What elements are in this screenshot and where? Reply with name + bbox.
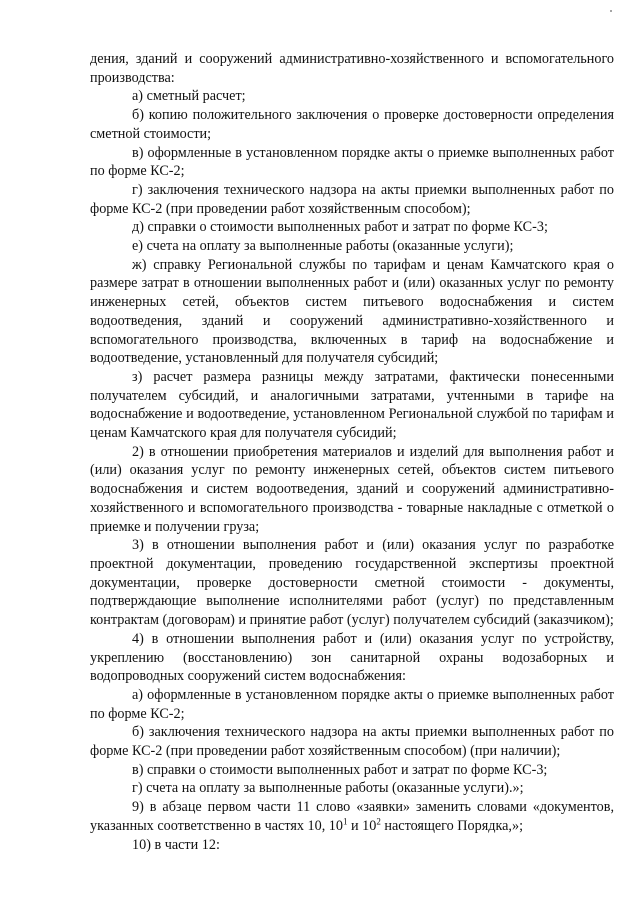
paragraph: 4) в отношении выполнения работ и (или) оказания услуг по устройству, укреплению (восстановлению) зон санитарной охраны водозаборных и водопроводных сооружений систем водоснабжения:	[90, 630, 614, 685]
superscript: 2	[376, 816, 381, 827]
amendment-text-before: 9) в абзаце первом части 11 слово «заявки» заменить словами «документов, указанных соответственно в частях 10, 10	[90, 799, 614, 834]
list-item: г) счета на оплату за выполненные работы (оказанные услуги).»;	[132, 780, 524, 797]
amendment-text-after: настоящего Порядка,»;	[380, 817, 524, 834]
scan-speck	[610, 10, 612, 12]
amendment-text-middle: и 10	[347, 817, 377, 834]
list-item: в) оформленные в установленном порядке акты о приемке выполненных работ по форме КС-2;	[90, 144, 614, 180]
list-item: г) заключения технического надзора на акты приемки выполненных работ по форме КС-2 (при проведении работ хозяйственным способом);	[90, 181, 614, 217]
list-item: в) справки о стоимости выполненных работ и затрат по форме КС-3;	[132, 761, 548, 778]
list-item: а) сметный расчет;	[132, 88, 246, 105]
list-item: е) счета на оплату за выполненные работы (оказанные услуги);	[132, 238, 514, 255]
paragraph: 3) в отношении выполнения работ и (или) оказания услуг по разработке проектной документации, проведению государственной экспертизы проектной документации, проверке достоверности сметной стоимости - документы, подтверждающие выполнение исполнителями работ (услуг) по представленным контрактам (договорам) и принятие работ (услуг) получателем субсидий (заказчиком);	[90, 537, 614, 629]
document-body	[90, 50, 614, 854]
list-item: а) оформленные в установленном порядке акты о приемке выполненных работ по форме КС-2;	[90, 686, 614, 722]
list-item: ж) справку Региональной службы по тарифам и ценам Камчатского края о размере затрат в отношении выполненных работ и (или) оказанных услуг по ремонту инженерных сетей, объектов систем питьевого водоснабжения и систем водоотведения, зданий и сооружений административно-хозяйственного и вспомогательного производства, включенных в тариф на водоснабжение и водоотведение, установленный для получателя субсидий;	[90, 256, 614, 367]
list-item: б) заключения технического надзора на акты приемки выполненных работ по форме КС-2 (при проведении работ хозяйственным способом) (при наличии);	[90, 724, 614, 760]
list-item: б) копию положительного заключения о проверке достоверности определения сметной стоимости;	[90, 107, 614, 142]
paragraph: 10) в части 12:	[132, 836, 220, 853]
paragraph: дения, зданий и сооружений административно-хозяйственного и вспомогательного производства:	[90, 51, 614, 86]
superscript: 1	[342, 816, 348, 827]
paragraph: 2) в отношении приобретения материалов и изделий для выполнения работ и (или) оказания услуг по ремонту инженерных сетей, объектов систем питьевого водоснабжения и систем водоотведения, зданий и сооружений административно-хозяйственного и вспомогательного производства - товарные накладные с отметкой о приемке и получении груза;	[90, 443, 614, 535]
list-item: з) расчет размера разницы между затратами, фактически понесенными получателем субсидий, и аналогичными затратами, учтенными в тарифе на водоснабжение и водоотведение, установленном Региональной службой по тарифам и ценам Камчатского края для получателя субсидий;	[90, 368, 614, 442]
amendment-paragraph	[90, 798, 614, 835]
list-item: д) справки о стоимости выполненных работ и затрат по форме КС-3;	[132, 219, 548, 236]
